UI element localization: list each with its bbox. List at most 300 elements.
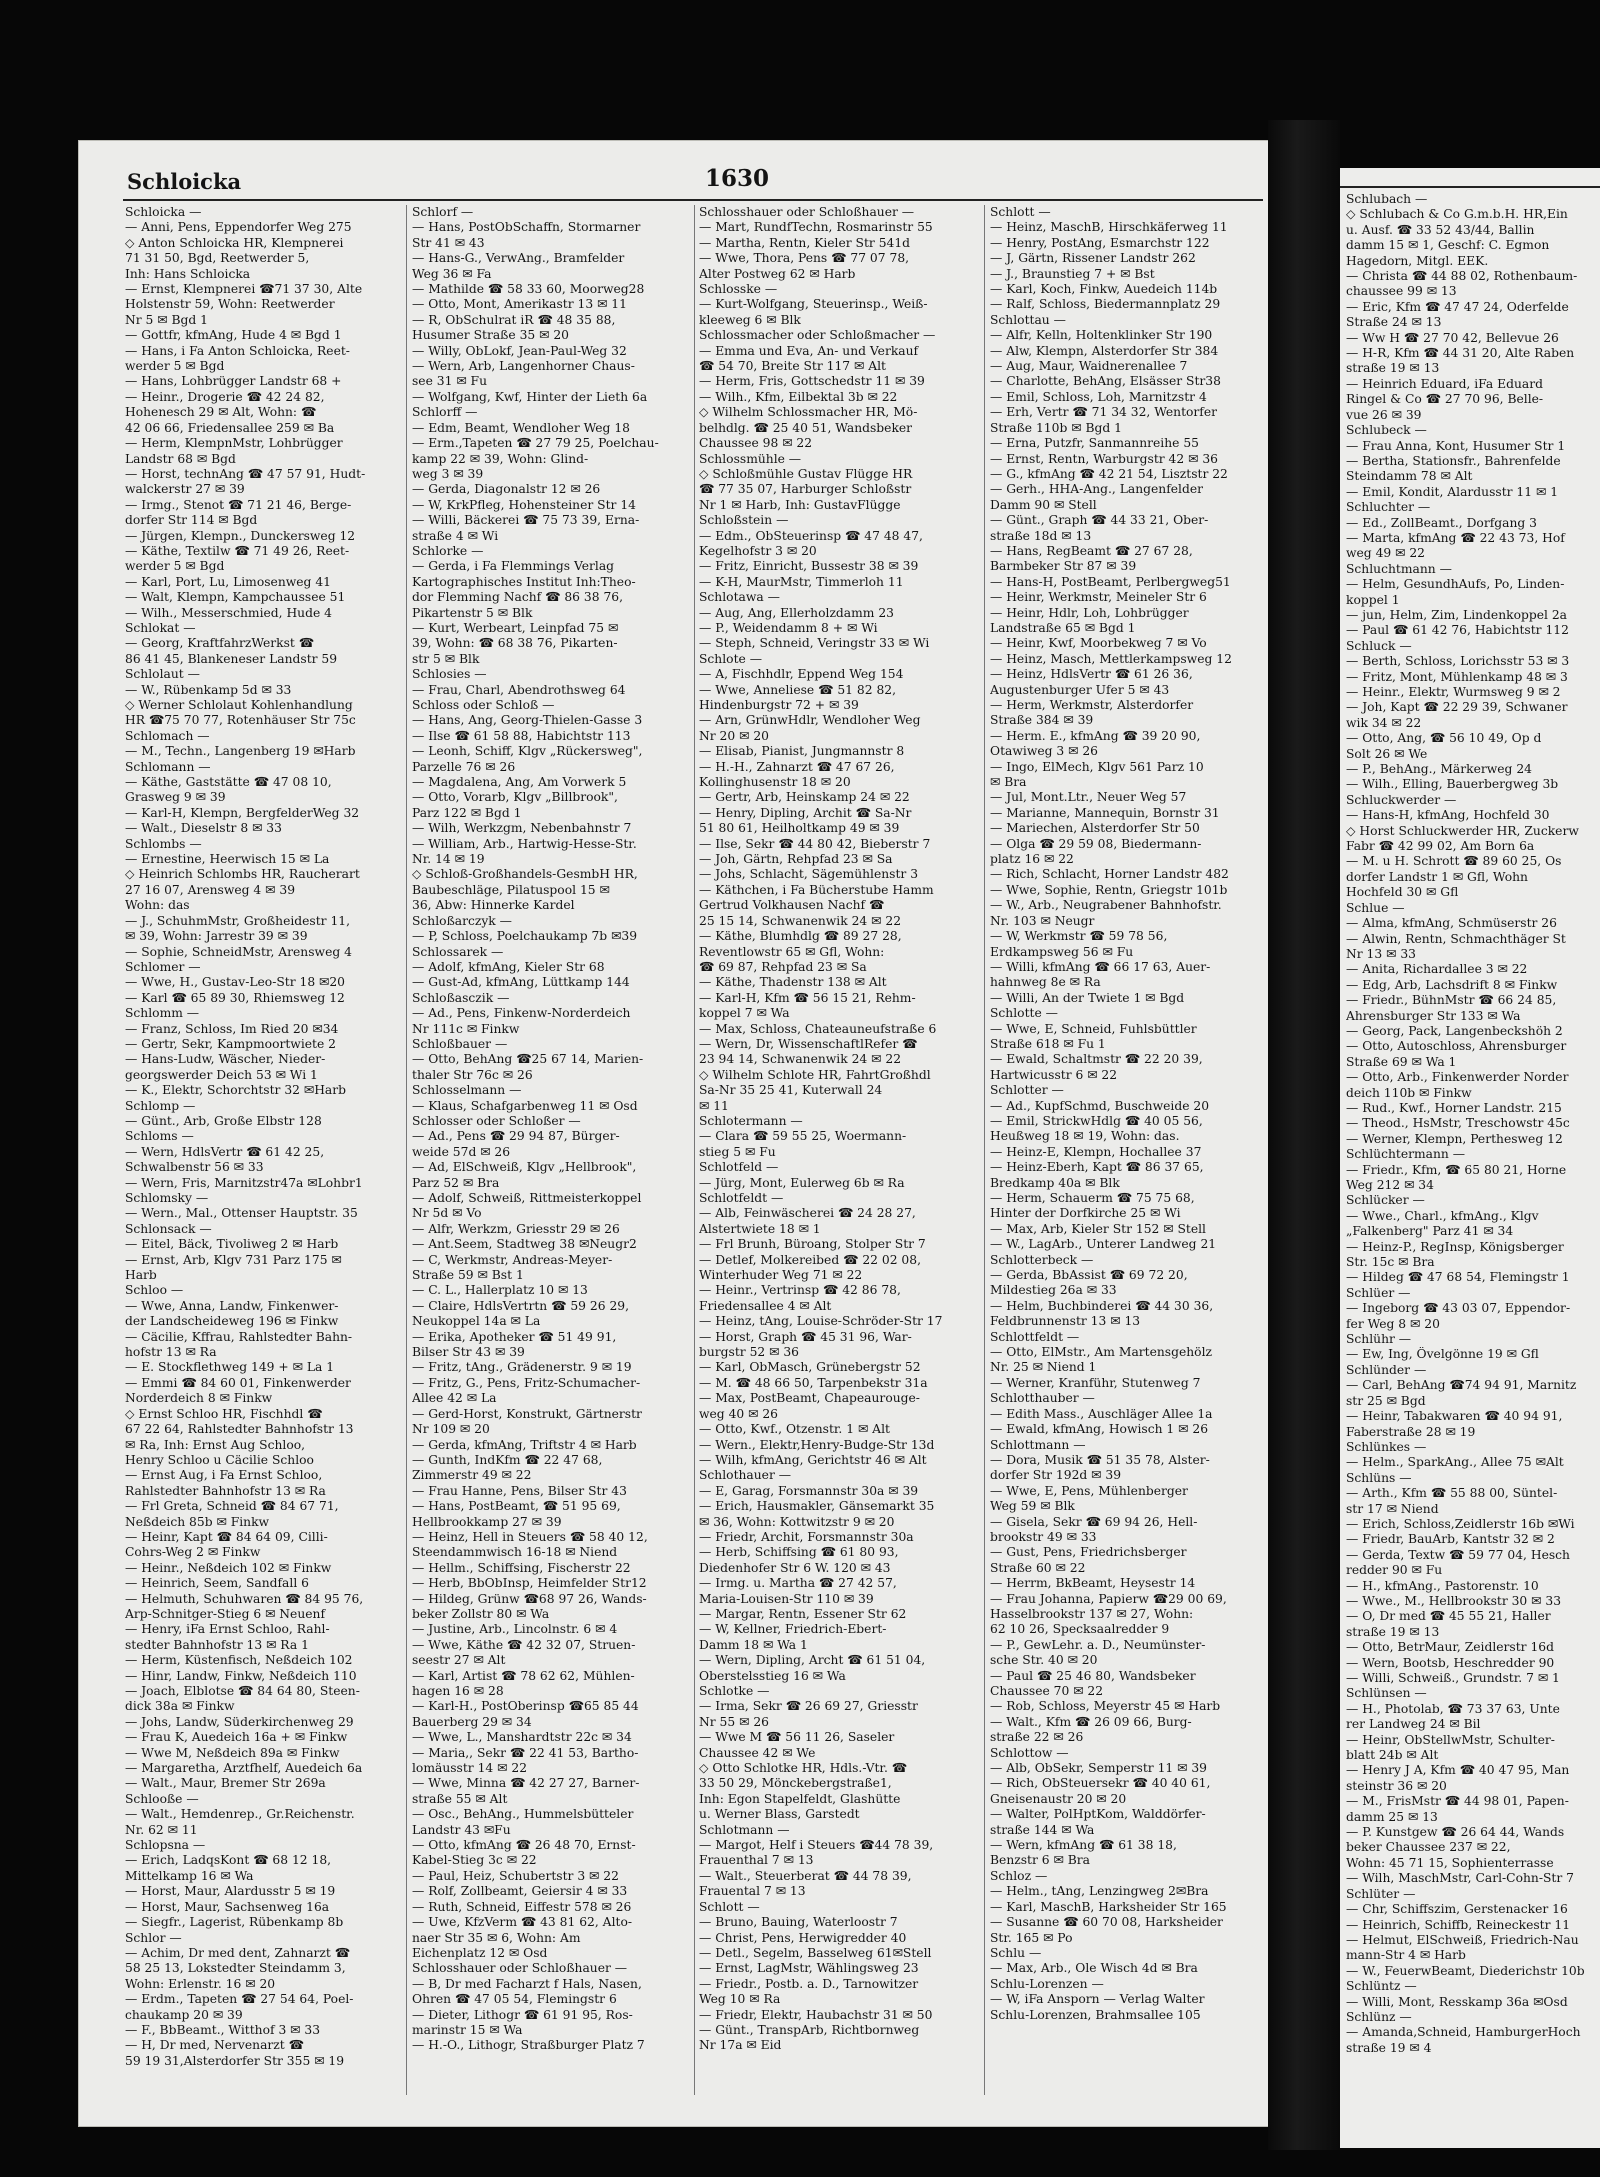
directory-entry-line: Benzstr 6 ✉ Bra bbox=[990, 1853, 1090, 1868]
directory-entry-line: — Otto, Autoschloss, Ahrensburger bbox=[1346, 1039, 1567, 1054]
directory-entry-line: ☎ 69 87, Rehpfad 23 ✉ Sa bbox=[699, 959, 867, 974]
directory-entry-line: „Falkenberg" Parz 41 ✉ 34 bbox=[1346, 1224, 1514, 1239]
directory-entry-line: — Wilh, Werkzgm, Nebenbahnstr 7 bbox=[412, 821, 632, 836]
directory-entry-line: — Alwin, Rentn, Schmachthäger St bbox=[1346, 931, 1566, 946]
directory-entry-line: — Walt, Klempn, Kampchaussee 51 bbox=[125, 590, 346, 605]
directory-entry-line: — Berth, Schloss, Lorichsstr 53 ✉ 3 bbox=[1346, 654, 1570, 669]
directory-entry-line: — Wilh., Kfm, Eilbektal 3b ✉ 22 bbox=[699, 389, 898, 404]
directory-entry-line: — P, Schloss, Poelchaukamp 7b ✉39 bbox=[412, 929, 638, 944]
directory-entry-line: der Landscheideweg 196 ✉ Finkw bbox=[125, 1314, 339, 1329]
directory-entry-line: — Heinr., Elektr, Wurmsweg 9 ✉ 2 bbox=[1346, 685, 1561, 699]
directory-entry-line: — Friedr, BauArb, Kantstr 32 ✉ 2 bbox=[1346, 1532, 1555, 1547]
directory-entry-line: — Erdm., Tapeten ☎ 27 54 64, Poel- bbox=[125, 1992, 354, 2007]
directory-entry-line: — Kurt, Werbeart, Leinpfad 75 ✉ bbox=[412, 620, 619, 635]
directory-entry-line: Ohren ☎ 47 05 54, Flemingstr 6 bbox=[412, 1992, 617, 2007]
directory-entry-line: Holstenstr 59, Wohn: Reetwerder bbox=[125, 297, 335, 312]
directory-entry-line: — Hans-H, kfmAng, Hochfeld 30 bbox=[1346, 808, 1550, 823]
directory-entry-line: — Wwe, E, Schneid, Fuhlsbüttler bbox=[990, 1021, 1197, 1036]
directory-entry-line: str 5 ✉ Blk bbox=[412, 651, 480, 666]
directory-entry-line: — Wern., Mal., Ottenser Hauptstr. 35 bbox=[125, 1206, 358, 1221]
directory-entry-line: — Otto, kfmAng ☎ 26 48 70, Ernst- bbox=[412, 1838, 636, 1853]
directory-entry-line: — Adolf, kfmAng, Kieler Str 68 bbox=[412, 959, 605, 974]
directory-entry-line: — Wwe, Käthe ☎ 42 32 07, Struen- bbox=[412, 1637, 636, 1652]
directory-entry-line: Nr. 25 ✉ Niend 1 bbox=[990, 1360, 1097, 1375]
page-header bbox=[123, 159, 1263, 201]
surname-heading: Schlonsack — bbox=[125, 1221, 212, 1236]
directory-entry-line: — Edm., ObSteuerinsp ☎ 47 48 47, bbox=[699, 528, 923, 543]
directory-entry-line: Chaussee 42 ✉ We bbox=[699, 1745, 816, 1760]
directory-entry-line: — Heinrich, Seem, Sandfall 6 bbox=[125, 1576, 309, 1591]
directory-entry-line: — Hellm., Schiffsing, Fischerstr 22 bbox=[412, 1560, 631, 1575]
directory-entry-line: — Aug, Maur, Waidnerenallee 7 bbox=[990, 359, 1188, 374]
directory-entry-line: — Irmg. u. Martha ☎ 27 42 57, bbox=[699, 1576, 897, 1591]
directory-entry-line: — Alfr, Werkzm, Griesstr 29 ✉ 26 bbox=[412, 1221, 620, 1236]
directory-entry-line: — H., Photolab, ☎ 73 37 63, Unte bbox=[1346, 1701, 1560, 1716]
directory-entry-line: — Alma, kfmAng, Schmüserstr 26 bbox=[1346, 916, 1557, 931]
directory-entry-line: ◇ Wilhelm Schlote HR, FahrtGroßhdl bbox=[699, 1067, 931, 1082]
surname-heading: Schlopsna — bbox=[125, 1838, 206, 1853]
surname-heading: Schlünz — bbox=[1346, 2009, 1412, 2024]
directory-entry-line: Harb bbox=[125, 1268, 157, 1283]
directory-entry-line: mann-Str 4 ✉ Harb bbox=[1346, 1948, 1466, 1963]
directory-entry-line: — Paul ☎ 61 42 76, Habichtstr 112 bbox=[1346, 623, 1569, 638]
surname-heading: Schlomm — bbox=[125, 1006, 200, 1021]
directory-entry-line: — Karl-H, Klempn, BergfelderWeg 32 bbox=[125, 805, 360, 820]
directory-entry-line: — Max, PostBeamt, Chapeaurouge- bbox=[699, 1391, 920, 1406]
directory-entry-line: — Jürgen, Klempn., Dunckersweg 12 bbox=[125, 528, 356, 543]
directory-entry-line: — Clara ☎ 59 55 25, Woermann- bbox=[699, 1129, 907, 1144]
surname-heading: Schlossarek — bbox=[412, 944, 504, 959]
directory-entry-line: — Mathilde ☎ 58 33 60, Moorweg28 bbox=[412, 282, 645, 297]
directory-entry-line: — C. L., Hallerplatz 10 ✉ 13 bbox=[412, 1283, 588, 1298]
directory-entry-line: dorfer Str 192d ✉ 39 bbox=[990, 1468, 1122, 1483]
directory-entry-line: weg 40 ✉ 26 bbox=[699, 1406, 778, 1421]
directory-entry-line: — Edith Mass., Auschläger Allee 1a bbox=[990, 1406, 1213, 1421]
directory-entry-line: — Horst, Maur, Alardusstr 5 ✉ 19 bbox=[125, 1884, 336, 1899]
directory-entry-line: — Emma und Eva, An- und Verkauf bbox=[699, 343, 919, 358]
directory-entry-line: HR ☎75 70 77, Rotenhäuser Str 75c bbox=[125, 713, 356, 728]
directory-entry-line: Chaussee 70 ✉ 22 bbox=[990, 1684, 1104, 1698]
directory-entry-line: — Irmg., Stenot ☎ 71 21 46, Berge- bbox=[125, 497, 352, 512]
directory-entry-line: damm 25 ✉ 13 bbox=[1346, 1809, 1438, 1824]
directory-entry-line: — Ww H ☎ 27 70 42, Bellevue 26 bbox=[1346, 330, 1559, 345]
directory-entry-line: fer Weg 8 ✉ 20 bbox=[1346, 1316, 1440, 1331]
directory-entry-line: — Herm, KlempnMstr, Lohbrügger bbox=[125, 436, 343, 451]
directory-entry-line: — Walter, PolHptKom, Walddörfer- bbox=[990, 1807, 1206, 1822]
directory-entry-line: ◇ Schloßmühle Gustav Flügge HR bbox=[699, 466, 913, 481]
directory-entry-line: — Justine, Arb., Lincolnstr. 6 ✉ 4 bbox=[412, 1622, 618, 1637]
directory-entry-line: — Friedr., Postb. a. D., Tarnowitzer bbox=[699, 1976, 919, 1991]
directory-entry-line: steinstr 36 ✉ 20 bbox=[1346, 1778, 1447, 1793]
directory-entry-line: — Willi, Mont, Resskamp 36a ✉Osd bbox=[1346, 1994, 1568, 2009]
directory-entry-line: — Wwe, Anna, Landw, Finkenwer- bbox=[125, 1298, 339, 1313]
directory-entry-line: 27 16 07, Arensweg 4 ✉ 39 bbox=[125, 882, 296, 897]
directory-entry-line: — H.-H., Zahnarzt ☎ 47 67 26, bbox=[699, 759, 895, 774]
column-divider bbox=[694, 205, 695, 2095]
directory-entry-line: — Friedr, Archit, Forsmannstr 30a bbox=[699, 1529, 914, 1544]
directory-entry-line: chaukamp 20 ✉ 39 bbox=[125, 2007, 243, 2022]
directory-entry-line: brookstr 49 ✉ 33 bbox=[990, 1529, 1097, 1544]
directory-entry-line: 36, Abw: Hinnerke Kardel bbox=[412, 898, 575, 913]
directory-entry-line: — Marta, kfmAng ☎ 22 43 73, Hof bbox=[1346, 530, 1565, 545]
column-divider bbox=[406, 205, 407, 2095]
directory-entry-line: — Käthchen, i Fa Bücherstube Hamm bbox=[699, 882, 934, 897]
directory-entry-line: — Ewald, Schaltmstr ☎ 22 20 39, bbox=[990, 1052, 1203, 1067]
directory-entry-line: — Fritz, tAng., Grädenerstr. 9 ✉ 19 bbox=[412, 1360, 632, 1375]
directory-entry-line: — Eric, Kfm ☎ 47 47 24, Oderfelde bbox=[1346, 299, 1569, 314]
surname-heading: Schluck — bbox=[1346, 638, 1412, 653]
directory-entry-line: Steendammwisch 16-18 ✉ Niend bbox=[412, 1545, 618, 1560]
directory-entry-line: ◇ Otto Schlotke HR, Hdls.-Vtr. ☎ bbox=[699, 1761, 908, 1776]
directory-entry-line: — Heinz, HdlsVertr ☎ 61 26 36, bbox=[990, 667, 1193, 682]
directory-entry-line: platz 16 ✉ 22 bbox=[990, 852, 1074, 867]
directory-entry-line: — Wwe, Sophie, Rentn, Griegstr 101b bbox=[990, 882, 1228, 897]
directory-entry-line: — Irma, Sekr ☎ 26 69 27, Griesstr bbox=[699, 1699, 918, 1714]
directory-entry-line: — Walt., Dieselstr 8 ✉ 33 bbox=[125, 821, 282, 836]
directory-entry-line: — Hans-G., VerwAng., Bramfelder bbox=[412, 251, 625, 266]
directory-entry-line: — Ernst, Klempnerei ☎71 37 30, Alte bbox=[125, 282, 363, 297]
directory-entry-line: Fabr ☎ 42 99 02, Am Born 6a bbox=[1346, 839, 1535, 854]
directory-entry-line: dorfer Str 114 ✉ Bgd bbox=[125, 513, 258, 528]
directory-entry-line: marinstr 15 ✉ Wa bbox=[412, 2022, 523, 2037]
directory-entry-line: vue 26 ✉ 39 bbox=[1346, 407, 1422, 422]
directory-entry-line: — J., Braunstieg 7 + ✉ Bst bbox=[990, 266, 1155, 281]
surname-heading: Schlue — bbox=[1346, 900, 1405, 915]
directory-entry-line: — Frl Brunh, Büroang, Stolper Str 7 bbox=[699, 1237, 926, 1252]
directory-entry-line: — P. Kunstgew ☎ 26 64 44, Wands bbox=[1346, 1825, 1565, 1840]
surname-heading: Schlüter — bbox=[1346, 1886, 1416, 1901]
directory-entry-line: ☎ 77 35 07, Harburger Schloßstr bbox=[699, 482, 912, 497]
directory-entry-line: — Emil, Kondit, Alardusstr 11 ✉ 1 bbox=[1346, 484, 1559, 499]
directory-entry-line: — Wilh., Messerschmied, Hude 4 bbox=[125, 605, 332, 620]
directory-entry-line: dor Flemming Nachf ☎ 86 38 76, bbox=[412, 590, 624, 605]
directory-entry-line: — Dieter, Lithogr ☎ 61 91 95, Ros- bbox=[412, 2007, 633, 2022]
directory-entry-line: Straße 24 ✉ 13 bbox=[1346, 315, 1442, 330]
directory-entry-line: georgswerder Deich 53 ✉ Wi 1 bbox=[125, 1067, 318, 1082]
directory-entry-line: Straße 618 ✉ Fu 1 bbox=[990, 1036, 1106, 1051]
directory-entry-line: Pikartenstr 5 ✉ Blk bbox=[412, 605, 533, 620]
directory-entry-line: — Wwe., M., Hellbrookstr 30 ✉ 33 bbox=[1346, 1593, 1562, 1608]
surname-heading: Schlotmann — bbox=[699, 1822, 790, 1837]
surname-heading: Schlorf — bbox=[412, 205, 474, 219]
directory-entry-line: — Heinr., Neßdeich 102 ✉ Finkw bbox=[125, 1560, 332, 1575]
next-page-edge bbox=[1340, 168, 1600, 2148]
directory-entry-line: — Chr, Schiffszim, Gerstenacker 16 bbox=[1346, 1902, 1568, 1917]
directory-entry-line: deich 110b ✉ Finkw bbox=[1346, 1085, 1472, 1100]
directory-entry-line: — Anita, Richardallee 3 ✉ 22 bbox=[1346, 962, 1528, 977]
directory-entry-line: — Frau Johanna, Papierw ☎29 00 69, bbox=[990, 1591, 1227, 1606]
directory-entry-line: — Henry J A, Kfm ☎ 40 47 95, Man bbox=[1346, 1763, 1570, 1778]
surname-heading: Schlorke — bbox=[412, 543, 484, 558]
surname-heading: Schlu — bbox=[990, 1945, 1042, 1960]
directory-entry-line: Straße 384 ✉ 39 bbox=[990, 713, 1094, 728]
directory-entry-line: — Willi, An der Twiete 1 ✉ Bgd bbox=[990, 990, 1185, 1005]
directory-entry-line: — Arth., Kfm ☎ 55 88 00, Süntel- bbox=[1346, 1486, 1558, 1501]
directory-entry-line: — Erich, Schloss,Zeidlerstr 16b ✉Wi bbox=[1346, 1516, 1575, 1531]
directory-entry-line: Hochfeld 30 ✉ Gfl bbox=[1346, 885, 1459, 900]
directory-entry-line: redder 90 ✉ Fu bbox=[1346, 1563, 1443, 1578]
directory-entry-line: 23 94 14, Schwanenwik 24 ✉ 22 bbox=[699, 1052, 902, 1067]
directory-entry-line: — Emil, Schloss, Loh, Marnitzstr 4 bbox=[990, 389, 1207, 404]
directory-entry-line: — Claire, HdlsVertrtn ☎ 59 26 29, bbox=[412, 1298, 630, 1313]
directory-entry-line: Nr 111c ✉ Finkw bbox=[412, 1021, 520, 1036]
surname-heading: Schlolaut — bbox=[125, 667, 200, 682]
directory-entry-line: Inh: Egon Stapelfeldt, Glashütte bbox=[699, 1791, 901, 1806]
directory-entry-line: thaler Str 76c ✉ 26 bbox=[412, 1067, 533, 1082]
surname-heading: Schlothauer — bbox=[699, 1468, 792, 1483]
directory-entry-line: — H-R, Kfm ☎ 44 31 20, Alte Raben bbox=[1346, 346, 1575, 361]
directory-entry-line: Grasweg 9 ✉ 39 bbox=[125, 790, 226, 805]
column-1 bbox=[125, 205, 400, 2095]
directory-entry-line: straße 19 ✉ 13 bbox=[1346, 361, 1440, 376]
directory-entry-line: Steindamm 78 ✉ Alt bbox=[1346, 469, 1473, 484]
directory-entry-line: straße 144 ✉ Wa bbox=[990, 1822, 1095, 1837]
directory-entry-line: — Heinz-E, Klempn, Hochallee 37 bbox=[990, 1144, 1202, 1159]
surname-heading: Schlor — bbox=[125, 1930, 182, 1945]
surname-heading: Schlotfeld — bbox=[699, 1160, 779, 1175]
directory-entry-line: Gertrud Volkhausen Nachf ☎ bbox=[699, 898, 885, 913]
surname-heading: Schloßarczyk — bbox=[412, 913, 512, 928]
directory-entry-line: Ringel & Co ☎ 27 70 96, Belle- bbox=[1346, 392, 1544, 407]
directory-entry-line: — Walt., Hemdenrep., Gr.Reichenstr. bbox=[125, 1807, 355, 1822]
directory-entry-line: — J, Gärtn, Rissener Landstr 262 bbox=[990, 251, 1196, 266]
directory-entry-line: — Käthe, Textilw ☎ 71 49 26, Reet- bbox=[125, 543, 350, 558]
directory-entry-line: Barmbeker Str 87 ✉ 39 bbox=[990, 559, 1137, 574]
surname-heading: Schluchter — bbox=[1346, 500, 1431, 515]
directory-entry-line: — Wern., Elektr,Henry-Budge-Str 13d bbox=[699, 1437, 935, 1452]
directory-entry-line: — Helm., SparkAng., Allee 75 ✉Alt bbox=[1346, 1455, 1564, 1470]
directory-entry-line: — Otto, Kwf., Otzenstr. 1 ✉ Alt bbox=[699, 1422, 890, 1437]
directory-entry-line: — Ingeborg ☎ 43 03 07, Eppendor- bbox=[1346, 1301, 1571, 1316]
directory-entry-line: — Mart, RundfTechn, Rosmarinstr 55 bbox=[699, 220, 933, 235]
directory-entry-line: — Heinr, Kapt ☎ 84 64 09, Cilli- bbox=[125, 1529, 328, 1544]
directory-entry-line: — W., Arb., Neugrabener Bahnhofstr. bbox=[990, 898, 1222, 913]
directory-entry-line: — Gust-Ad, kfmAng, Lüttkamp 144 bbox=[412, 975, 630, 990]
surname-heading: Schloßbauer — bbox=[412, 1036, 508, 1051]
directory-entry-line: 62 10 26, Specksaalredder 9 bbox=[990, 1622, 1170, 1637]
directory-entry-line: — Heinr, Werkmstr, Meineler Str 6 bbox=[990, 590, 1207, 605]
directory-entry-line: — Sophie, SchneidMstr, Arensweg 4 bbox=[125, 944, 352, 959]
directory-entry-line: — Margar, Rentn, Essener Str 62 bbox=[699, 1606, 907, 1621]
directory-entry-line: Heußweg 18 ✉ 19, Wohn: das. bbox=[990, 1129, 1180, 1144]
directory-entry-line: Hagedorn, Mitgl. EEK. bbox=[1346, 253, 1489, 268]
directory-entry-line: — K., Elektr, Schorchtstr 32 ✉Harb bbox=[125, 1083, 347, 1098]
directory-entry-line: — Anni, Pens, Eppendorfer Weg 275 bbox=[125, 220, 352, 235]
directory-entry-line: Nr 1 ✉ Harb, Inh: GustavFlügge bbox=[699, 497, 901, 512]
surname-heading: Schlosselmann — bbox=[412, 1083, 522, 1098]
directory-entry-line: — Amanda,Schneid, HamburgerHoch bbox=[1346, 2025, 1581, 2040]
directory-entry-line: Str. 165 ✉ Po bbox=[990, 1930, 1073, 1945]
surname-heading: Schlosser oder Schloßer — bbox=[412, 1113, 581, 1128]
directory-entry-line: Ahrensburger Str 133 ✉ Wa bbox=[1346, 1008, 1521, 1023]
directory-entry-line: — Ingo, ElMech, Klgv 561 Parz 10 bbox=[990, 759, 1204, 774]
directory-entry-line: Winterhuder Weg 71 ✉ 22 bbox=[699, 1268, 863, 1283]
directory-entry-line: — Wern, Dr, WissenschaftlRefer ☎ bbox=[699, 1036, 918, 1051]
directory-entry-line: — Rolf, Zollbeamt, Geiersir 4 ✉ 33 bbox=[412, 1884, 628, 1899]
surname-heading: Schlomach — bbox=[125, 728, 210, 743]
directory-entry-line: Straße 59 ✉ Bst 1 bbox=[412, 1268, 524, 1283]
directory-entry-line: — Wern, Bootsb, Heschredder 90 bbox=[1346, 1655, 1555, 1670]
directory-entry-line: belhdlg. ☎ 25 40 51, Wandsbeker bbox=[699, 420, 913, 435]
surname-heading: Schlott — bbox=[699, 1899, 760, 1914]
directory-entry-line: werder 5 ✉ Bgd bbox=[125, 559, 225, 574]
surname-heading: Schloss oder Schloß — bbox=[412, 698, 555, 712]
directory-entry-line: Weg 59 ✉ Blk bbox=[990, 1499, 1075, 1514]
directory-entry-line: — Wwe, H., Gustav-Leo-Str 18 ✉20 bbox=[125, 975, 346, 990]
directory-entry-line: — Herm. E., kfmAng ☎ 39 20 90, bbox=[990, 728, 1201, 743]
directory-entry-line: — Hans-Ludw, Wäscher, Nieder- bbox=[125, 1052, 326, 1067]
directory-entry-line: Solt 26 ✉ We bbox=[1346, 746, 1428, 761]
directory-entry-line: Damm 18 ✉ Wa 1 bbox=[699, 1637, 808, 1652]
directory-entry-line: — Wolfgang, Kwf, Hinter der Lieth 6a bbox=[412, 389, 648, 404]
directory-entry-line: — Erich, LadqsKont ☎ 68 12 18, bbox=[125, 1853, 332, 1868]
directory-entry-line: Mittelkamp 16 ✉ Wa bbox=[125, 1868, 254, 1883]
directory-entry-line: beker Zollstr 80 ✉ Wa bbox=[412, 1606, 550, 1621]
directory-entry-line: Straße 60 ✉ 22 bbox=[990, 1560, 1086, 1575]
directory-entry-line: Schwalbenstr 56 ✉ 33 bbox=[125, 1160, 264, 1175]
directory-entry-line: — Franz, Schloss, Im Ried 20 ✉34 bbox=[125, 1021, 339, 1036]
directory-entry-line: straße 18d ✉ 13 bbox=[990, 528, 1092, 543]
directory-entry-line: blatt 24b ✉ Alt bbox=[1346, 1748, 1439, 1763]
surname-heading: Schloo — bbox=[125, 1283, 184, 1298]
directory-entry-line: — Paul ☎ 25 46 80, Wandsbeker bbox=[990, 1668, 1196, 1683]
surname-heading: Schlühr — bbox=[1346, 1332, 1412, 1347]
directory-entry-line: — Ernst, Rentn, Warburgstr 42 ✉ 36 bbox=[990, 451, 1218, 466]
directory-entry-line: — Leonh, Schiff, Klgv „Rückersweg", bbox=[412, 744, 643, 759]
directory-entry-line: sche Str. 40 ✉ 20 bbox=[990, 1653, 1098, 1668]
directory-entry-line: Kartographisches Institut Inh:Theo- bbox=[412, 574, 636, 589]
surname-heading: Schlu-Lorenzen — bbox=[990, 1976, 1104, 1991]
directory-entry-line: — Günt., Graph ☎ 44 33 21, Ober- bbox=[990, 513, 1209, 528]
directory-entry-line: — Ernst, LagMstr, Wählingsweg 23 bbox=[699, 1961, 919, 1976]
directory-entry-line: Erdkampsweg 56 ✉ Fu bbox=[990, 944, 1134, 959]
directory-entry-line: — Gerh., HHA-Ang., Langenfelder bbox=[990, 482, 1203, 497]
surname-heading: Schlorff — bbox=[412, 405, 478, 420]
directory-entry-line: — Detl., Segelm, Basselweg 61✉Stell bbox=[699, 1945, 932, 1960]
directory-entry-line: — Klaus, Schafgarbenweg 11 ✉ Osd bbox=[412, 1098, 638, 1113]
surname-heading: Schlotfeldt — bbox=[699, 1191, 784, 1205]
directory-entry-line: — Günt., Arb, Große Elbstr 128 bbox=[125, 1113, 322, 1128]
directory-entry-line: — Hans, Lohbrügger Landstr 68 + bbox=[125, 374, 342, 389]
directory-entry-line: — Frau, Charl, Abendrothsweg 64 bbox=[412, 682, 626, 697]
directory-entry-line: — R, ObSchulrat iR ☎ 48 35 88, bbox=[412, 312, 616, 327]
directory-entry-line: — Marianne, Mannequin, Bornstr 31 bbox=[990, 805, 1220, 820]
directory-entry-line: — C, Werkmstr, Andreas-Meyer- bbox=[412, 1252, 613, 1267]
directory-entry-line: Rahlstedter Bahnhofstr 13 ✉ Ra bbox=[125, 1483, 326, 1498]
directory-entry-line: hahnweg 8e ✉ Ra bbox=[990, 975, 1101, 990]
directory-entry-line: — Heinz-P., RegInsp, Königsberger bbox=[1346, 1239, 1564, 1254]
directory-entry-line: — Ralf, Schloss, Biedermannplatz 29 bbox=[990, 297, 1221, 312]
directory-entry-line: kamp 22 ✉ 39, Wohn: Glind- bbox=[412, 451, 589, 466]
directory-entry-line: — Gottfr, kfmAng, Hude 4 ✉ Bgd 1 bbox=[125, 328, 342, 343]
directory-entry-line: 33 50 29, Mönckebergstraße1, bbox=[699, 1776, 892, 1791]
directory-entry-line: — Wern, Dipling, Archt ☎ 61 51 04, bbox=[699, 1653, 926, 1668]
directory-entry-line: — Kurt-Wolfgang, Steuerinsp., Weiß- bbox=[699, 297, 928, 312]
directory-entry-line: — Willi, Bäckerei ☎ 75 73 39, Erna- bbox=[412, 513, 640, 528]
directory-entry-line: — Otto, BehAng ☎25 67 14, Marien- bbox=[412, 1052, 644, 1067]
directory-entry-line: ☎ 54 70, Breite Str 117 ✉ Alt bbox=[699, 359, 886, 374]
directory-entry-line: — Alfr, Kelln, Holtenklinker Str 190 bbox=[990, 328, 1213, 343]
directory-entry-line: — Otto, Mont, Amerikastr 13 ✉ 11 bbox=[412, 297, 627, 312]
directory-entry-line: — Max, Arb, Kieler Str 152 ✉ Stell bbox=[990, 1221, 1206, 1236]
directory-entry-line: — Walt., Kfm ☎ 26 09 66, Burg- bbox=[990, 1714, 1192, 1729]
directory-entry-line: Mildestieg 26a ✉ 33 bbox=[990, 1283, 1117, 1298]
directory-entry-line: — Hinr, Landw, Finkw, Neßdeich 110 bbox=[125, 1668, 357, 1683]
directory-entry-line: — Herm, Werkmstr, Alsterdorfer bbox=[990, 698, 1194, 712]
directory-entry-line: — Günt., TranspArb, Richtbornweg bbox=[699, 2022, 920, 2037]
directory-entry-line: — Erika, Apotheker ☎ 51 49 91, bbox=[412, 1329, 617, 1344]
directory-entry-line: walckerstr 27 ✉ 39 bbox=[125, 482, 245, 497]
directory-entry-line: 67 22 64, Rahlstedter Bahnhofstr 13 bbox=[125, 1422, 354, 1437]
directory-entry-line: burgstr 52 ✉ 36 bbox=[699, 1345, 799, 1360]
surname-heading: Schlünsen — bbox=[1346, 1686, 1427, 1701]
directory-entry-line: — Gust, Pens, Friedrichsberger bbox=[990, 1545, 1187, 1560]
directory-entry-line: — Georg, KraftfahrzWerkst ☎ bbox=[125, 636, 315, 651]
directory-entry-line: — Rob, Schloss, Meyerstr 45 ✉ Harb bbox=[990, 1699, 1221, 1714]
directory-entry-line: — Hans, i Fa Anton Schloicka, Reet- bbox=[125, 343, 350, 358]
header-keyword: Schloicka bbox=[127, 169, 242, 194]
directory-entry-line: ◇ Wilhelm Schlossmacher HR, Mö- bbox=[699, 405, 918, 420]
directory-entry-line: Str 41 ✉ 43 bbox=[412, 235, 485, 250]
directory-entry-line: hagen 16 ✉ 28 bbox=[412, 1684, 504, 1698]
directory-entry-line: — Friedr., BühnMstr ☎ 66 24 85, bbox=[1346, 993, 1557, 1008]
directory-entry-line: — Helmut, ElSchweiß, Friedrich-Nau bbox=[1346, 1932, 1579, 1947]
surname-heading: Schlotter — bbox=[990, 1083, 1064, 1098]
directory-entry-line: koppel 7 ✉ Wa bbox=[699, 1006, 790, 1021]
directory-entry-line: str 25 ✉ Bgd bbox=[1346, 1393, 1426, 1408]
directory-entry-line: naer Str 35 ✉ 6, Wohn: Am bbox=[412, 1930, 581, 1945]
directory-entry-line: — Erm.,Tapeten ☎ 27 79 25, Poelchau- bbox=[412, 436, 659, 451]
directory-entry-line: ◇ Anton Schloicka HR, Klempnerei bbox=[125, 235, 344, 250]
directory-entry-line: werder 5 ✉ Bgd bbox=[125, 359, 225, 374]
surname-heading: Schlooße — bbox=[125, 1791, 199, 1806]
next-page-header-rule bbox=[1340, 174, 1600, 188]
directory-entry-line: straße 19 ✉ 13 bbox=[1346, 1624, 1440, 1639]
surname-heading: Schlotte — bbox=[990, 1006, 1058, 1021]
directory-entry-line: — Gertr, Arb, Heinskamp 24 ✉ 22 bbox=[699, 790, 910, 805]
surname-heading: Schlottmann — bbox=[990, 1437, 1086, 1452]
directory-entry-line: — Herm, Fris, Gottschedstr 11 ✉ 39 bbox=[699, 374, 925, 389]
directory-entry-line: Parz 122 ✉ Bgd 1 bbox=[412, 805, 522, 820]
directory-entry-line: — M., Techn., Langenberg 19 ✉Harb bbox=[125, 744, 356, 759]
directory-entry-line: Nr 55 ✉ 26 bbox=[699, 1714, 769, 1729]
directory-entry-line: — Helmuth, Schuhwaren ☎ 84 95 76, bbox=[125, 1591, 364, 1606]
directory-entry-line: — Wwe, Minna ☎ 42 27 27, Barner- bbox=[412, 1776, 640, 1791]
directory-entry-line: — jun, Helm, Zim, Lindenkoppel 2a bbox=[1346, 607, 1568, 622]
directory-entry-line: u. Werner Blass, Garstedt bbox=[699, 1807, 860, 1822]
directory-entry-line: Hellbrookkamp 27 ✉ 39 bbox=[412, 1514, 562, 1529]
directory-entry-line: ◇ Schloß-Großhandels-GesmbH HR, bbox=[412, 867, 638, 882]
directory-entry-line: — Erna, Putzfr, Sanmannreihe 55 bbox=[990, 436, 1199, 451]
directory-entry-line: — Achim, Dr med dent, Zahnarzt ☎ bbox=[125, 1945, 351, 1960]
directory-entry-line: u. Ausf. ☎ 33 52 43/44, Ballin bbox=[1346, 222, 1535, 237]
directory-entry-line: Hinter der Dorfkirche 25 ✉ Wi bbox=[990, 1206, 1181, 1221]
surname-heading: Schlotterbeck — bbox=[990, 1252, 1094, 1267]
directory-entry-line: Cohrs-Weg 2 ✉ Finkw bbox=[125, 1545, 261, 1560]
directory-entry-line: Landstr 68 ✉ Bgd bbox=[125, 451, 236, 466]
directory-entry-line: — Herb, Schiffsing ☎ 61 80 93, bbox=[699, 1545, 899, 1560]
directory-entry-line: — Ed., ZollBeamt., Dorfgang 3 bbox=[1346, 515, 1537, 530]
directory-entry-line: ✉ Bra bbox=[990, 775, 1027, 790]
directory-entry-line: — M. u H. Schrott ☎ 89 60 25, Os bbox=[1346, 854, 1562, 869]
directory-entry-line: koppel 1 bbox=[1346, 592, 1400, 607]
directory-entry-line: — Heinr, ObStellwMstr, Schulter- bbox=[1346, 1732, 1555, 1747]
directory-entry-line: kleeweg 6 ✉ Blk bbox=[699, 312, 801, 327]
directory-entry-line: seestr 27 ✉ Alt bbox=[412, 1653, 506, 1668]
directory-entry-line: 25 15 14, Schwanenwik 24 ✉ 22 bbox=[699, 913, 902, 928]
directory-entry-line: Augustenburger Ufer 5 ✉ 43 bbox=[990, 682, 1170, 697]
directory-entry-line: — Wern, Fris, Marnitzstr47a ✉Lohbr1 bbox=[125, 1175, 363, 1190]
